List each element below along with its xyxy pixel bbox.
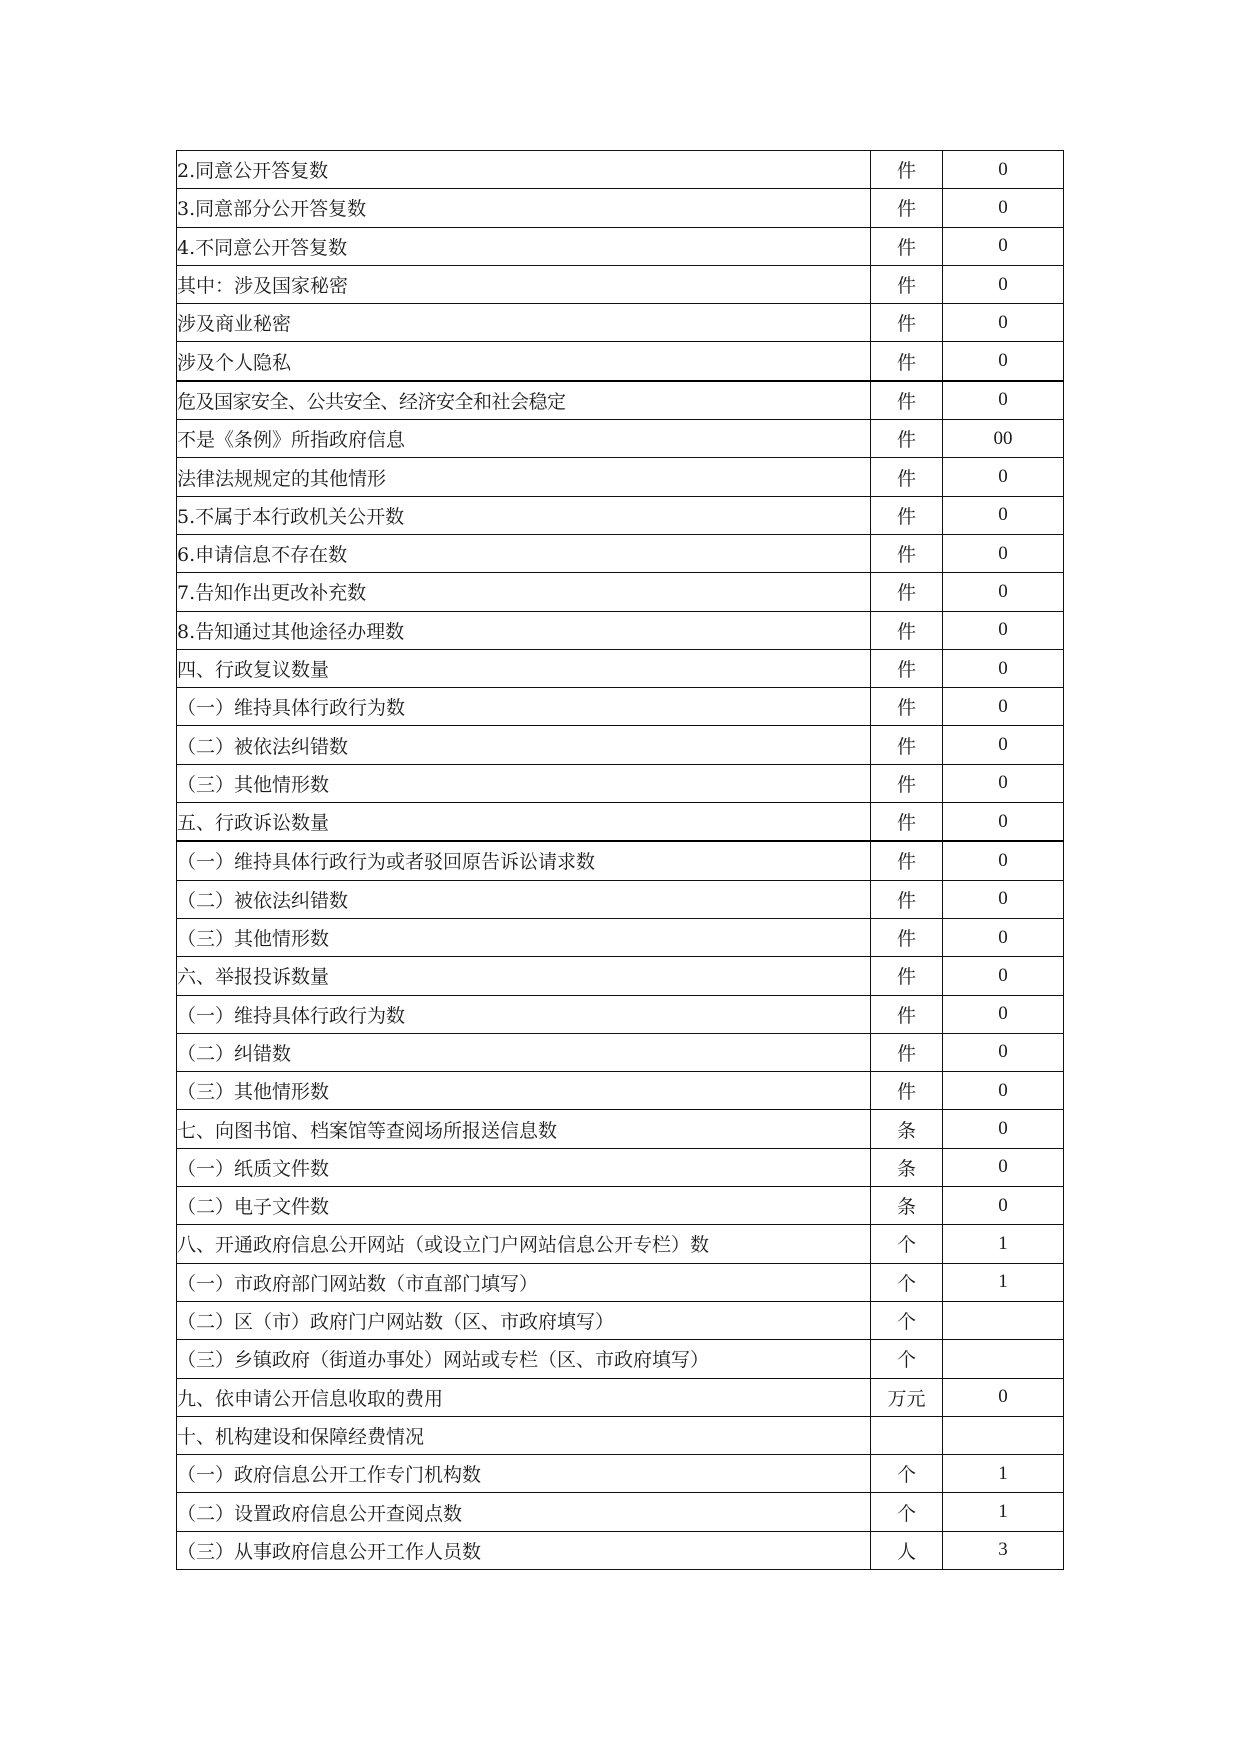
row-value: 0 xyxy=(943,918,1064,956)
row-label: （二）被依法纠错数 xyxy=(177,880,871,918)
row-value: 0 xyxy=(943,189,1064,227)
section-heading: 五、行政诉讼数量 xyxy=(177,803,871,842)
row-value: 0 xyxy=(943,227,1064,265)
section-heading: 九、依申请公开信息收取的费用 xyxy=(177,1378,871,1416)
row-value xyxy=(943,1340,1064,1378)
row-label: 4.不同意公开答复数 xyxy=(177,227,871,265)
table-row xyxy=(177,1187,1064,1225)
section-row-fees xyxy=(177,1378,1064,1416)
row-value: 0 xyxy=(943,1033,1064,1071)
table-row xyxy=(177,573,1064,611)
row-label: 3.同意部分公开答复数 xyxy=(177,189,871,227)
table-row xyxy=(177,611,1064,649)
table-row xyxy=(177,381,1064,420)
row-value: 1 xyxy=(943,1225,1064,1263)
table-row xyxy=(177,151,1064,189)
row-unit: 件 xyxy=(871,1072,943,1110)
row-unit: 件 xyxy=(871,227,943,265)
row-value: 0 xyxy=(943,957,1064,995)
row-value: 0 xyxy=(943,995,1064,1033)
row-unit: 件 xyxy=(871,1033,943,1071)
row-label: 其中：涉及国家秘密 xyxy=(177,265,871,303)
table-row xyxy=(177,496,1064,534)
row-label: 8.告知通过其他途径办理数 xyxy=(177,611,871,649)
row-unit: 个 xyxy=(871,1340,943,1378)
table-row xyxy=(177,265,1064,303)
row-label: （一）维持具体行政行为数 xyxy=(177,688,871,726)
table-row xyxy=(177,688,1064,726)
row-unit: 件 xyxy=(871,841,943,880)
row-label: （二）电子文件数 xyxy=(177,1187,871,1225)
row-unit: 条 xyxy=(871,1110,943,1148)
section-row-administrative-litigation xyxy=(177,803,1064,842)
row-unit: 件 xyxy=(871,649,943,687)
row-unit: 件 xyxy=(871,995,943,1033)
row-label: 涉及个人隐私 xyxy=(177,342,871,381)
row-unit: 万元 xyxy=(871,1378,943,1416)
row-label: （二）被依法纠错数 xyxy=(177,726,871,764)
row-unit: 件 xyxy=(871,803,943,842)
row-unit: 人 xyxy=(871,1531,943,1569)
row-unit: 件 xyxy=(871,189,943,227)
row-label: （三）其他情形数 xyxy=(177,1072,871,1110)
row-value: 0 xyxy=(943,841,1064,880)
row-value: 0 xyxy=(943,151,1064,189)
row-unit: 个 xyxy=(871,1301,943,1339)
row-label: 2.同意公开答复数 xyxy=(177,151,871,189)
row-label: （二）区（市）政府门户网站数（区、市政府填写） xyxy=(177,1301,871,1339)
section-heading: 七、向图书馆、档案馆等查阅场所报送信息数 xyxy=(177,1110,871,1148)
row-unit: 件 xyxy=(871,957,943,995)
table-row xyxy=(177,1033,1064,1071)
row-unit: 个 xyxy=(871,1493,943,1531)
row-label: 危及国家安全、公共安全、经济安全和社会稳定 xyxy=(177,381,871,420)
row-unit xyxy=(871,1416,943,1454)
table-row xyxy=(177,420,1064,458)
row-unit: 件 xyxy=(871,534,943,572)
row-value: 0 xyxy=(943,1378,1064,1416)
row-label: （二）设置政府信息公开查阅点数 xyxy=(177,1493,871,1531)
row-label: （一）市政府部门网站数（市直部门填写） xyxy=(177,1263,871,1301)
table-row xyxy=(177,1340,1064,1378)
section-heading: 四、行政复议数量 xyxy=(177,649,871,687)
row-value: 0 xyxy=(943,1110,1064,1148)
row-value xyxy=(943,1416,1064,1454)
row-value: 0 xyxy=(943,764,1064,802)
row-unit: 件 xyxy=(871,342,943,381)
table-row xyxy=(177,1455,1064,1493)
section-row-organization xyxy=(177,1416,1064,1454)
row-unit: 件 xyxy=(871,918,943,956)
row-value xyxy=(943,1301,1064,1339)
table-row xyxy=(177,304,1064,342)
row-value: 0 xyxy=(943,1148,1064,1186)
table-row xyxy=(177,918,1064,956)
section-heading: 八、开通政府信息公开网站（或设立门户网站信息公开专栏）数 xyxy=(177,1225,871,1263)
table-row xyxy=(177,764,1064,802)
row-value: 0 xyxy=(943,880,1064,918)
row-unit: 件 xyxy=(871,573,943,611)
row-value: 0 xyxy=(943,265,1064,303)
row-label: （三）其他情形数 xyxy=(177,918,871,956)
row-unit: 件 xyxy=(871,496,943,534)
table-row xyxy=(177,189,1064,227)
row-label: 法律法规规定的其他情形 xyxy=(177,458,871,496)
table-row xyxy=(177,841,1064,880)
row-unit: 件 xyxy=(871,304,943,342)
row-unit: 件 xyxy=(871,458,943,496)
row-unit: 件 xyxy=(871,265,943,303)
row-value: 0 xyxy=(943,726,1064,764)
row-value: 0 xyxy=(943,1072,1064,1110)
table-row xyxy=(177,726,1064,764)
table-row xyxy=(177,227,1064,265)
row-value: 1 xyxy=(943,1263,1064,1301)
section-heading: 十、机构建设和保障经费情况 xyxy=(177,1416,871,1454)
row-value: 00 xyxy=(943,420,1064,458)
row-unit: 件 xyxy=(871,420,943,458)
table-row xyxy=(177,1263,1064,1301)
row-value: 0 xyxy=(943,304,1064,342)
row-label: 5.不属于本行政机关公开数 xyxy=(177,496,871,534)
table-row xyxy=(177,1148,1064,1186)
row-value: 0 xyxy=(943,534,1064,572)
row-unit: 件 xyxy=(871,611,943,649)
row-value: 0 xyxy=(943,381,1064,420)
row-value: 0 xyxy=(943,611,1064,649)
section-row-administrative-review xyxy=(177,649,1064,687)
row-value: 1 xyxy=(943,1493,1064,1531)
section-row-complaints xyxy=(177,957,1064,995)
row-value: 0 xyxy=(943,496,1064,534)
row-value: 0 xyxy=(943,803,1064,842)
table-row xyxy=(177,1531,1064,1569)
table-row xyxy=(177,995,1064,1033)
row-label: （三）其他情形数 xyxy=(177,764,871,802)
section-row-archives xyxy=(177,1110,1064,1148)
row-value: 0 xyxy=(943,342,1064,381)
row-unit: 条 xyxy=(871,1187,943,1225)
row-label: （三）从事政府信息公开工作人员数 xyxy=(177,1531,871,1569)
row-label: 不是《条例》所指政府信息 xyxy=(177,420,871,458)
row-label: （三）乡镇政府（街道办事处）网站或专栏（区、市政府填写） xyxy=(177,1340,871,1378)
table-row xyxy=(177,342,1064,381)
row-label: 7.告知作出更改补充数 xyxy=(177,573,871,611)
table-row xyxy=(177,534,1064,572)
row-unit: 个 xyxy=(871,1455,943,1493)
row-unit: 件 xyxy=(871,764,943,802)
row-label: （一）纸质文件数 xyxy=(177,1148,871,1186)
row-unit: 个 xyxy=(871,1263,943,1301)
row-label: 6.申请信息不存在数 xyxy=(177,534,871,572)
row-unit: 条 xyxy=(871,1148,943,1186)
row-unit: 件 xyxy=(871,381,943,420)
row-unit: 件 xyxy=(871,880,943,918)
row-unit: 个 xyxy=(871,1225,943,1263)
statistics-table-body xyxy=(177,151,1064,1570)
table-row xyxy=(177,1493,1064,1531)
row-unit: 件 xyxy=(871,688,943,726)
row-value: 0 xyxy=(943,1187,1064,1225)
section-row-websites xyxy=(177,1225,1064,1263)
row-label: （一）政府信息公开工作专门机构数 xyxy=(177,1455,871,1493)
table-row xyxy=(177,1301,1064,1339)
row-label: 涉及商业秘密 xyxy=(177,304,871,342)
row-value: 0 xyxy=(943,573,1064,611)
row-value: 3 xyxy=(943,1531,1064,1569)
row-value: 0 xyxy=(943,649,1064,687)
row-label: （一）维持具体行政行为或者驳回原告诉讼请求数 xyxy=(177,841,871,880)
table-row xyxy=(177,458,1064,496)
row-unit: 件 xyxy=(871,151,943,189)
row-value: 0 xyxy=(943,458,1064,496)
row-value: 1 xyxy=(943,1455,1064,1493)
statistics-table xyxy=(176,150,1064,1570)
row-value: 0 xyxy=(943,688,1064,726)
table-row xyxy=(177,880,1064,918)
row-unit: 件 xyxy=(871,726,943,764)
table-row xyxy=(177,1072,1064,1110)
row-label: （二）纠错数 xyxy=(177,1033,871,1071)
section-heading: 六、举报投诉数量 xyxy=(177,957,871,995)
row-label: （一）维持具体行政行为数 xyxy=(177,995,871,1033)
